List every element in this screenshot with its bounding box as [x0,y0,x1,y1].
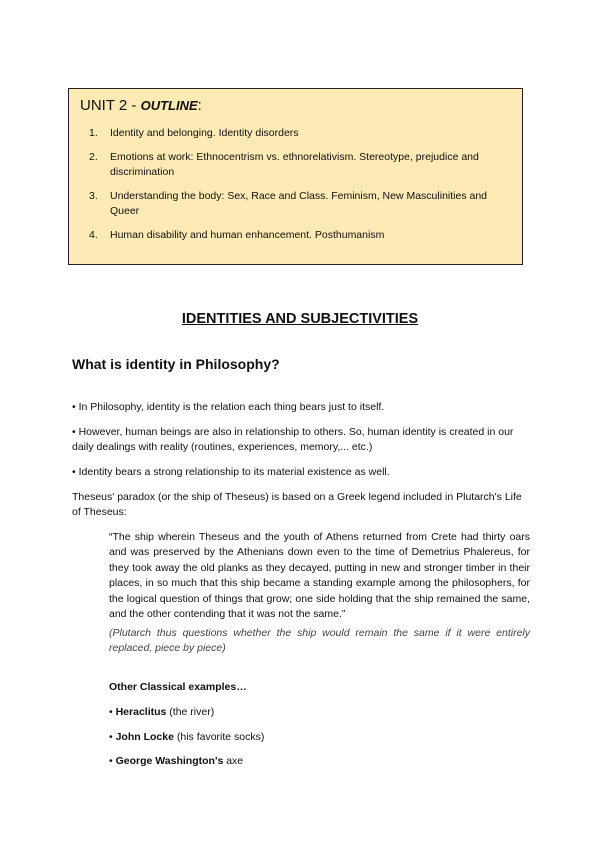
paradox-intro: Theseus' paradox (or the ship of Theseus) is based on a Greek legend included in Plutarch's Life of Theseus: [72,491,522,518]
example-bullet: • [109,706,116,718]
example-name: John Locke [115,731,174,743]
outline-item-number: 1. [89,127,98,139]
example-item [109,731,264,743]
unit-label: UNIT 2 [80,97,128,114]
example-bullet: • [109,755,116,767]
example-bullet: • [109,731,116,743]
main-heading: IDENTITIES AND SUBJECTIVITIES [181,311,419,327]
bullet-paragraph: • In Philosophy, identity is the relation each thing bears just to itself. [72,401,385,413]
examples-title: Other Classical examples… [109,681,247,693]
example-note: axe [223,755,244,767]
quote-note: (Plutarch thus questions whether the ship would remain the same if it were entirely replaced, piece by piece) [109,627,530,654]
outline-item-text: Identity and belonging. Identity disorders [110,127,299,139]
example-note: (the river) [166,706,215,718]
outline-list [89,126,509,252]
example-item [109,706,214,718]
outline-item-number: 4. [89,229,98,241]
example-name: Heraclitus [115,706,167,718]
outline-item [89,150,509,180]
outline-title [80,97,202,114]
bullet-paragraph: • However, human beings are also in relationship to others. So, human identity is created in our daily dealings with reality (routines, experiences, memory,... etc.) [72,426,514,453]
example-item [109,755,243,767]
example-name: George Washington's [115,755,224,767]
outline-item [89,126,509,141]
unit-separator: - [127,97,141,114]
outline-item-number: 2. [89,151,98,163]
outline-label: OUTLINE [140,98,198,113]
outline-box [68,88,523,265]
outline-item-text: Human disability and human enhancement. Posthumanism [110,229,385,241]
bullet-paragraph: • Identity bears a strong relationship to its material existence as well. [72,466,390,478]
outline-item-number: 3. [89,190,98,202]
outline-item [89,228,509,243]
outline-item-text: Emotions at work: Ethnocentrism vs. ethnorelativism. Stereotype, prejudice and discrimination [110,151,479,178]
example-note: (his favorite socks) [173,731,265,743]
outline-item [89,189,509,219]
section-heading: What is identity in Philosophy? [72,356,280,372]
plutarch-quote: “The ship wherein Theseus and the youth of Athens returned from Crete had thirty oars and was preserved by the Athenians down even to the time of Demetrius Phalereus, for they took away the old planks as they decayed, putting in new and stronger timber in their places, in so much that this ship became a standing example among the philosophers, for the logical question of things that grow; one side holding that the ship remained the same, and the other contending that it was not the same.” [109,531,530,621]
outline-colon: : [197,97,202,114]
outline-item-text: Understanding the body: Sex, Race and Class. Feminism, New Masculinities and Queer [110,190,488,217]
